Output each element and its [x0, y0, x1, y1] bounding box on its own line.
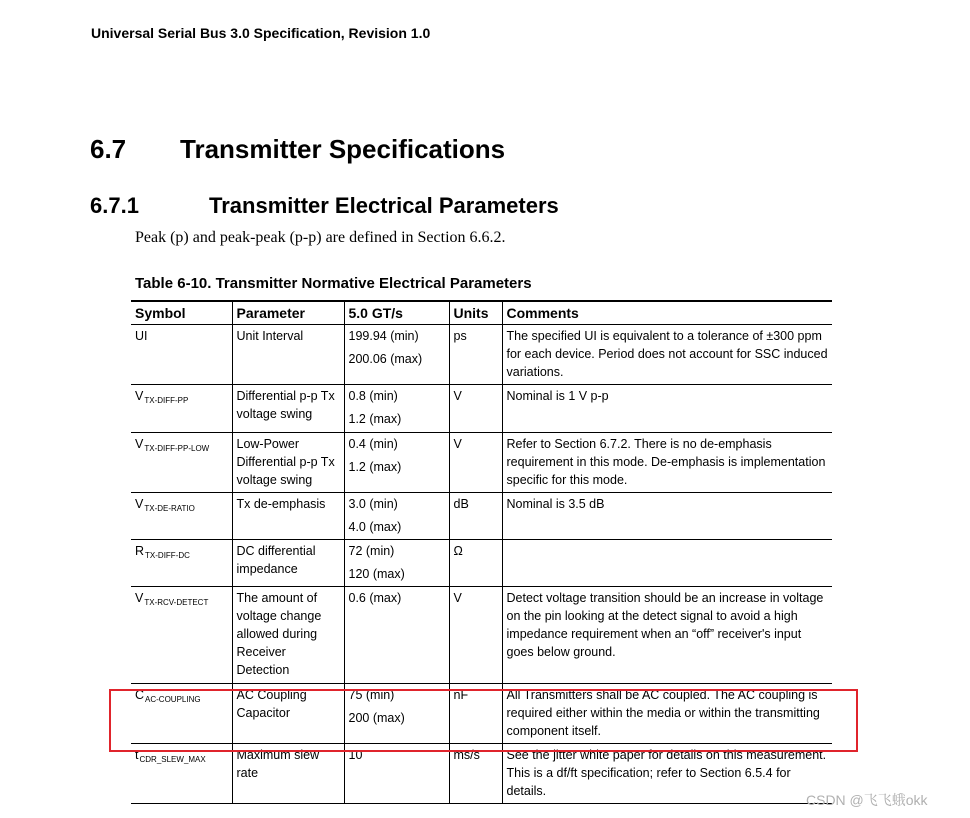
comments-cell: The specified UI is equivalent to a tolerance of ±300 ppm for each device. Period does not account for SSC induced variations. — [502, 325, 832, 385]
value-cell: 10 — [344, 744, 449, 804]
highlight-box — [109, 689, 858, 752]
column-header-rate: 5.0 GT/s — [344, 301, 449, 325]
units-cell: V — [449, 385, 502, 433]
table-row — [131, 325, 832, 385]
column-header-parameter: Parameter — [232, 301, 344, 325]
value-cell: 0.6 (max) — [344, 587, 449, 684]
parameter-cell: Unit Interval — [232, 325, 344, 385]
symbol-cell: $t_{CDR\_SLEW\_MAX}$ — [131, 744, 232, 804]
comments-cell: Detect voltage transition should be an increase in voltage on the pin looking at the detect signal to avoid a high impedance requirement when an “off” receiver's input goes below ground. — [502, 587, 832, 684]
units-cell: ps — [449, 325, 502, 385]
comments-cell: See the jitter white paper for details on this measurement. This is a df/ft specification; refer to Section 6.5.4 for details. — [502, 744, 832, 804]
symbol-cell: UI — [131, 325, 232, 385]
units-cell: Ω — [449, 540, 502, 587]
comments-cell: Refer to Section 6.7.2. There is no de-emphasis requirement in this mode. De-emphasis is implementation specific for this mode. — [502, 433, 832, 493]
table-row — [131, 744, 832, 804]
value-cell: 0.4 (min) 1.2 (max) — [344, 433, 449, 493]
parameter-cell: Tx de-emphasis — [232, 493, 344, 540]
comments-cell — [502, 540, 832, 587]
column-header-units: Units — [449, 301, 502, 325]
table-row — [131, 540, 832, 587]
subsection-number: 6.7.1 — [90, 193, 139, 218]
table-header-row — [131, 301, 832, 325]
table-row — [131, 433, 832, 493]
units-cell: dB — [449, 493, 502, 540]
comments-cell: Nominal is 1 V p-p — [502, 385, 832, 433]
column-header-comments: Comments — [502, 301, 832, 325]
units-cell: ms/s — [449, 744, 502, 804]
subsection-heading — [90, 193, 559, 219]
table-row — [131, 385, 832, 433]
parameter-cell: The amount of voltage change allowed during Receiver Detection — [232, 587, 344, 684]
table-row — [131, 493, 832, 540]
symbol-cell: $V_{TX-DE-RATIO}$ — [131, 493, 232, 540]
parameter-cell: AC Coupling Capacitor — [232, 684, 344, 744]
parameter-cell: DC differential impedance — [232, 540, 344, 587]
value-cell: 3.0 (min) 4.0 (max) — [344, 493, 449, 540]
value-cell: 72 (min) 120 (max) — [344, 540, 449, 587]
symbol-cell: $V_{TX-DIFF-PP}$ — [131, 385, 232, 433]
symbol-cell: $R_{TX-DIFF-DC}$ — [131, 540, 232, 587]
parameter-cell: Maximum slew rate — [232, 744, 344, 804]
symbol-cell: $V_{TX-DIFF-PP-LOW}$ — [131, 433, 232, 493]
symbol-cell: $C_{AC-COUPLING}$ — [131, 684, 232, 744]
comments-cell: Nominal is 3.5 dB — [502, 493, 832, 540]
value-cell: 199.94 (min) 200.06 (max) — [344, 325, 449, 385]
running-header: Universal Serial Bus 3.0 Specification, Revision 1.0 — [91, 25, 431, 41]
intro-paragraph: Peak (p) and peak-peak (p-p) are defined in Section 6.6.2. — [135, 229, 506, 246]
value-cell: 75 (min) 200 (max) — [344, 684, 449, 744]
parameter-cell: Low-Power Differential p-p Tx voltage swing — [232, 433, 344, 493]
table-row — [131, 587, 832, 684]
parameter-cell: Differential p-p Tx voltage swing — [232, 385, 344, 433]
units-cell: V — [449, 433, 502, 493]
subsection-title: Transmitter Electrical Parameters — [209, 193, 559, 218]
value-cell: 0.8 (min) 1.2 (max) — [344, 385, 449, 433]
units-cell: nF — [449, 684, 502, 744]
section-number: 6.7 — [90, 134, 127, 164]
table-caption: Table 6-10. Transmitter Normative Electrical Parameters — [135, 275, 532, 292]
section-title: Transmitter Specifications — [180, 134, 506, 164]
comments-cell: All Transmitters shall be AC coupled. The AC coupling is required either within the media or within the transmitting component itself. — [502, 684, 832, 744]
column-header-symbol: Symbol — [131, 301, 232, 325]
csdn-watermark: CSDN @飞飞蛾okk — [806, 792, 928, 808]
symbol-cell: $V_{TX-RCV-DETECT}$ — [131, 587, 232, 684]
units-cell: V — [449, 587, 502, 684]
section-heading — [90, 134, 505, 165]
